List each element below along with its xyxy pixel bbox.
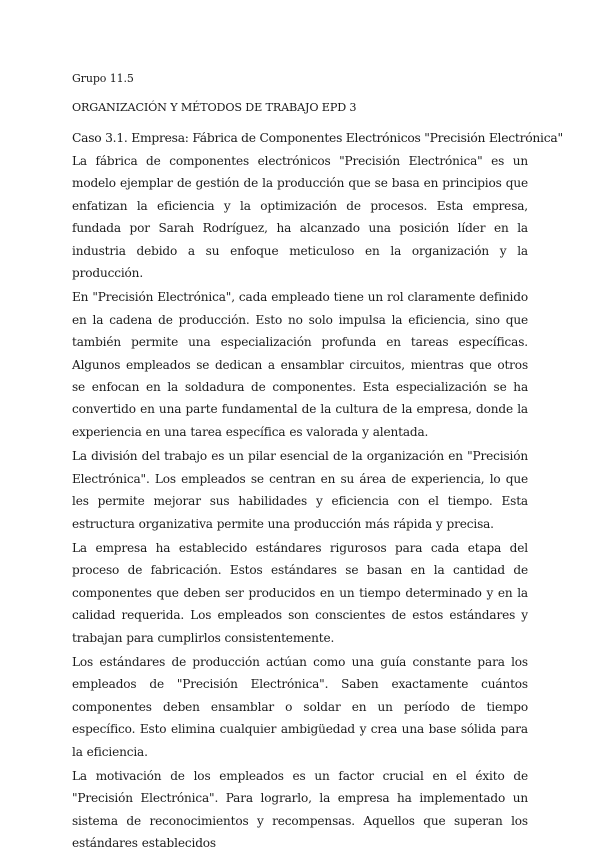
document-body bbox=[72, 150, 528, 857]
paragraph-standards: La empresa ha establecido estándares rigurosos para cada etapa del proceso de fabricación. Estos estándares se basan en la cantidad de componentes que deben ser producidos en un tiempo determinado y en la calidad requerida. Los empleados son conscientes de estos estándares y trabajan para cumplirlos consistentemente. bbox=[72, 540, 528, 645]
paragraph-division-of-labor: La división del trabajo es un pilar esencial de la organización en "Precisión Electrónica". Los empleados se centran en su área de experiencia, lo que les permite mejorar sus habilidades y eficiencia con el tiempo. Esta estructura organizativa permite una producción más rápida y precisa. bbox=[72, 449, 528, 531]
course-title: ORGANIZACIÓN Y MÉTODOS DE TRABAJO EPD 3 bbox=[72, 101, 357, 114]
group-label: Grupo 11.5 bbox=[72, 72, 134, 85]
paragraph-motivation: La motivación de los empleados es un factor crucial en el éxito de "Precisión Electrónica". Para lograrlo, la empresa ha implementado un sistema de reconocimientos y recompensas. Aquellos que superan los estándares establecidos bbox=[72, 768, 528, 851]
paragraph-roles: En "Precisión Electrónica", cada empleado tiene un rol claramente definido en la cadena de producción. Esto no solo impulsa la eficiencia, sino que también permite una especialización profunda en tareas específicas. Algunos empleados se dedican a ensamblar circuitos, mientras que otros se enfocan en la soldadura de componentes. Esta especialización se ha convertido en una parte fundamental de la cultura de la empresa, donde la experiencia en una tarea específica es valorada y alentada. bbox=[72, 290, 528, 439]
case-title: Caso 3.1. Empresa: Fábrica de Componentes Electrónicos "Precisión Electrónica" bbox=[72, 131, 563, 145]
paragraph-intro: La fábrica de componentes electrónicos "Precisión Electrónica" es un modelo ejemplar de gestión de la producción que se basa en principios que enfatizan la eficiencia y la optimización de procesos. Esta empresa, fundada por Sarah Rodríguez, ha alcanzado una posición líder en la industria debido a su enfoque meticuloso en la organización y la producción. bbox=[72, 154, 528, 281]
paragraph-production-standards: Los estándares de producción actúan como una guía constante para los empleados de "Precisión Electrónica". Saben exactamente cuántos componentes deben ensamblar o soldar en un período de tiempo específico. Esto elimina cualquier ambigüedad y crea una base sólida para la eficiencia. bbox=[72, 654, 528, 759]
